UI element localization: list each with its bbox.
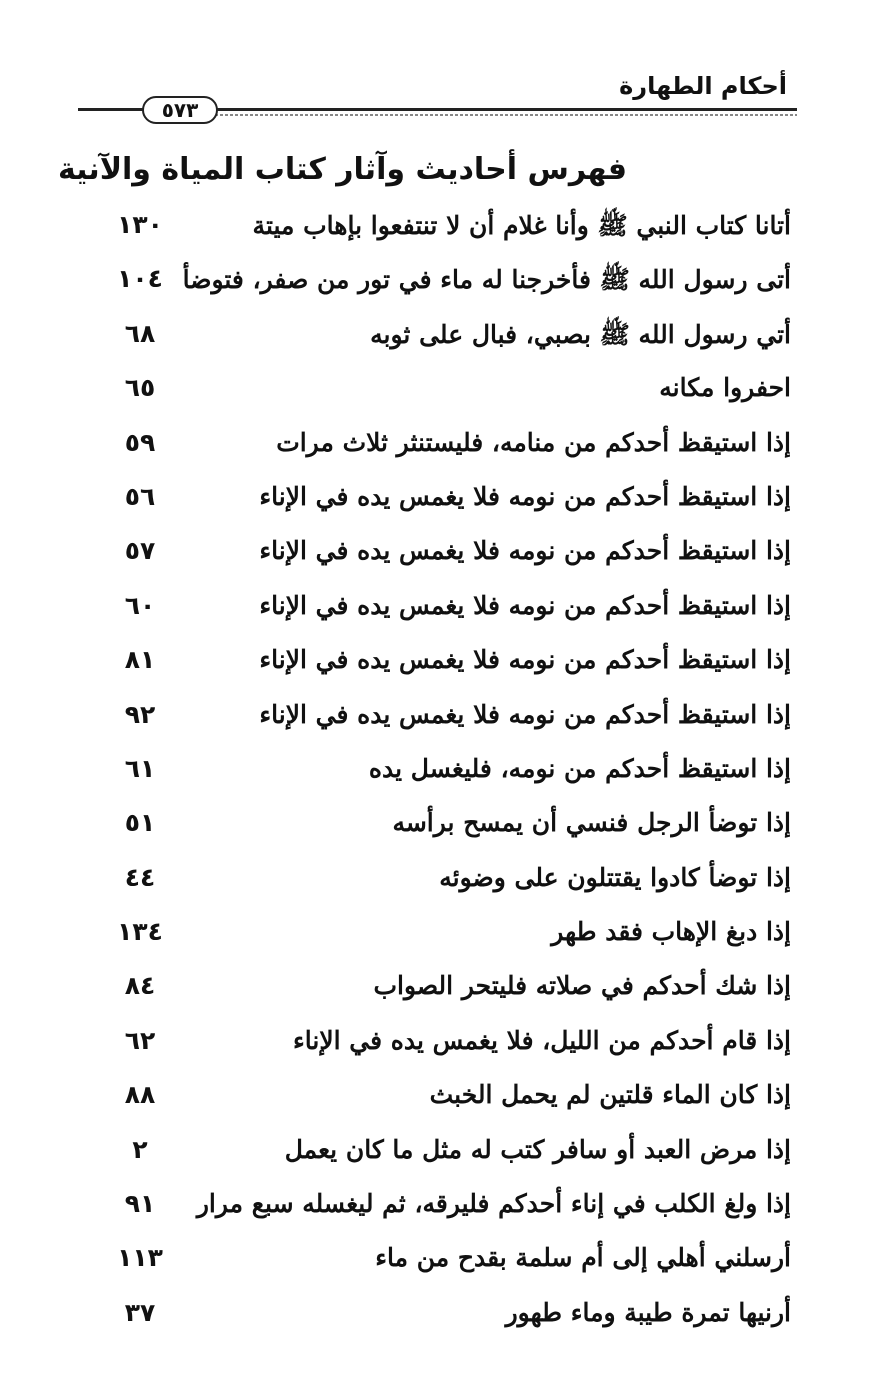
entry-page: ٦٠ (124, 590, 156, 620)
index-entry (0, 1020, 879, 1074)
index-entry (0, 1129, 879, 1183)
entry-text: إذا استيقظ أحدكم من نومه فلا يغمس يده في الإناء (259, 645, 791, 675)
index-entry (0, 476, 879, 530)
entry-text: إذا شك أحدكم في صلاته فليتحر الصواب (373, 971, 791, 1001)
entry-text: إذا استيقظ أحدكم من منامه، فليستنثر ثلاث مرات (276, 427, 791, 457)
entry-page: ٦٨ (124, 318, 156, 348)
index-entry (0, 422, 879, 476)
entry-page: ٩٢ (124, 699, 156, 729)
entry-page: ٣٧ (124, 1297, 156, 1327)
entry-page: ٥٩ (124, 427, 156, 457)
entry-text: أتي رسول الله ﷺ بصبي، فبال على ثوبه (370, 319, 791, 349)
index-entry (0, 585, 879, 639)
entry-page: ٨١ (124, 645, 156, 675)
entry-page: ٦١ (124, 753, 156, 783)
index-entry (0, 748, 879, 802)
entry-text: إذا قام أحدكم من الليل، فلا يغمس يده في الإناء (293, 1025, 791, 1055)
entry-page: ١٣٠ (117, 210, 163, 239)
entry-page: ٤٤ (124, 862, 156, 892)
index-entry (0, 857, 879, 911)
entry-page: ٥١ (124, 808, 156, 838)
entry-text: أتى رسول الله ﷺ فأخرجنا له ماء في تور من صفر، فتوضأ (182, 265, 791, 295)
entry-text: إذا استيقظ أحدكم من نومه فلا يغمس يده في الإناء (259, 536, 791, 566)
entry-text: إذا توضأ كادوا يقتتلون على وضوئه (439, 862, 791, 892)
entry-text: إذا ولغ الكلب في إناء أحدكم فليرقه، ثم ليغسله سبع مرار (196, 1189, 791, 1219)
entry-text: احفروا مكانه (659, 373, 791, 403)
entry-page: ١٣٤ (117, 917, 163, 947)
entry-page: ٨٨ (124, 1080, 156, 1110)
entry-text: إذا مرض العبد أو سافر كتب له مثل ما كان يعمل (284, 1134, 791, 1164)
entry-page: ١١٣ (117, 1243, 163, 1273)
index-entry (0, 802, 879, 856)
index-entry (0, 639, 879, 693)
entry-text: إذا استيقظ أحدكم من نومه فلا يغمس يده في الإناء (259, 590, 791, 620)
entry-text: أرنيها تمرة طيبة وماء طهور (505, 1297, 791, 1327)
page-number: ٥٧٣ (142, 96, 218, 124)
index-entry (0, 1237, 879, 1291)
entry-page: ٢ (132, 1134, 148, 1164)
index-entry (0, 204, 879, 258)
entry-text: إذا استيقظ أحدكم من نومه فلا يغمس يده في الإناء (259, 699, 791, 729)
header-rule-pattern (210, 114, 797, 116)
index-entry (0, 694, 879, 748)
index-entry (0, 258, 879, 312)
index-entry (0, 530, 879, 584)
entry-text: إذا كان الماء قلتين لم يحمل الخبث (429, 1080, 791, 1110)
entry-text: إذا استيقظ أحدكم من نومه فلا يغمس يده في الإناء (259, 481, 791, 511)
entry-text: إذا دبغ الإهاب فقد طهر (551, 917, 791, 947)
index-entry (0, 1183, 879, 1237)
running-header-title: أحكام الطهارة (619, 72, 787, 100)
entry-text: إذا استيقظ أحدكم من نومه، فليغسل يده (368, 753, 791, 783)
entry-text: أتانا كتاب النبي ﷺ وأنا غلام أن لا تنتفعوا بإهاب ميتة (252, 211, 791, 240)
entry-text: أرسلني أهلي إلى أم سلمة بقدح من ماء (375, 1243, 791, 1273)
entry-text: إذا توضأ الرجل فنسي أن يمسح برأسه (392, 808, 791, 838)
index-entry (0, 367, 879, 421)
index-entry (0, 911, 879, 965)
index-entry (0, 1292, 879, 1346)
index-title: فهرس أحاديث وآثار كتاب المياة والآنية (57, 152, 627, 187)
index-list (0, 204, 879, 1346)
entry-page: ٦٥ (124, 373, 156, 403)
entry-page: ٥٦ (124, 481, 156, 511)
entry-page: ٨٤ (124, 971, 156, 1001)
entry-page: ٩١ (124, 1189, 156, 1219)
entry-page: ١٠٤ (117, 264, 163, 294)
index-entry (0, 313, 879, 367)
entry-page: ٥٧ (124, 536, 156, 566)
index-entry (0, 965, 879, 1019)
index-entry (0, 1074, 879, 1128)
entry-page: ٦٢ (124, 1025, 156, 1055)
